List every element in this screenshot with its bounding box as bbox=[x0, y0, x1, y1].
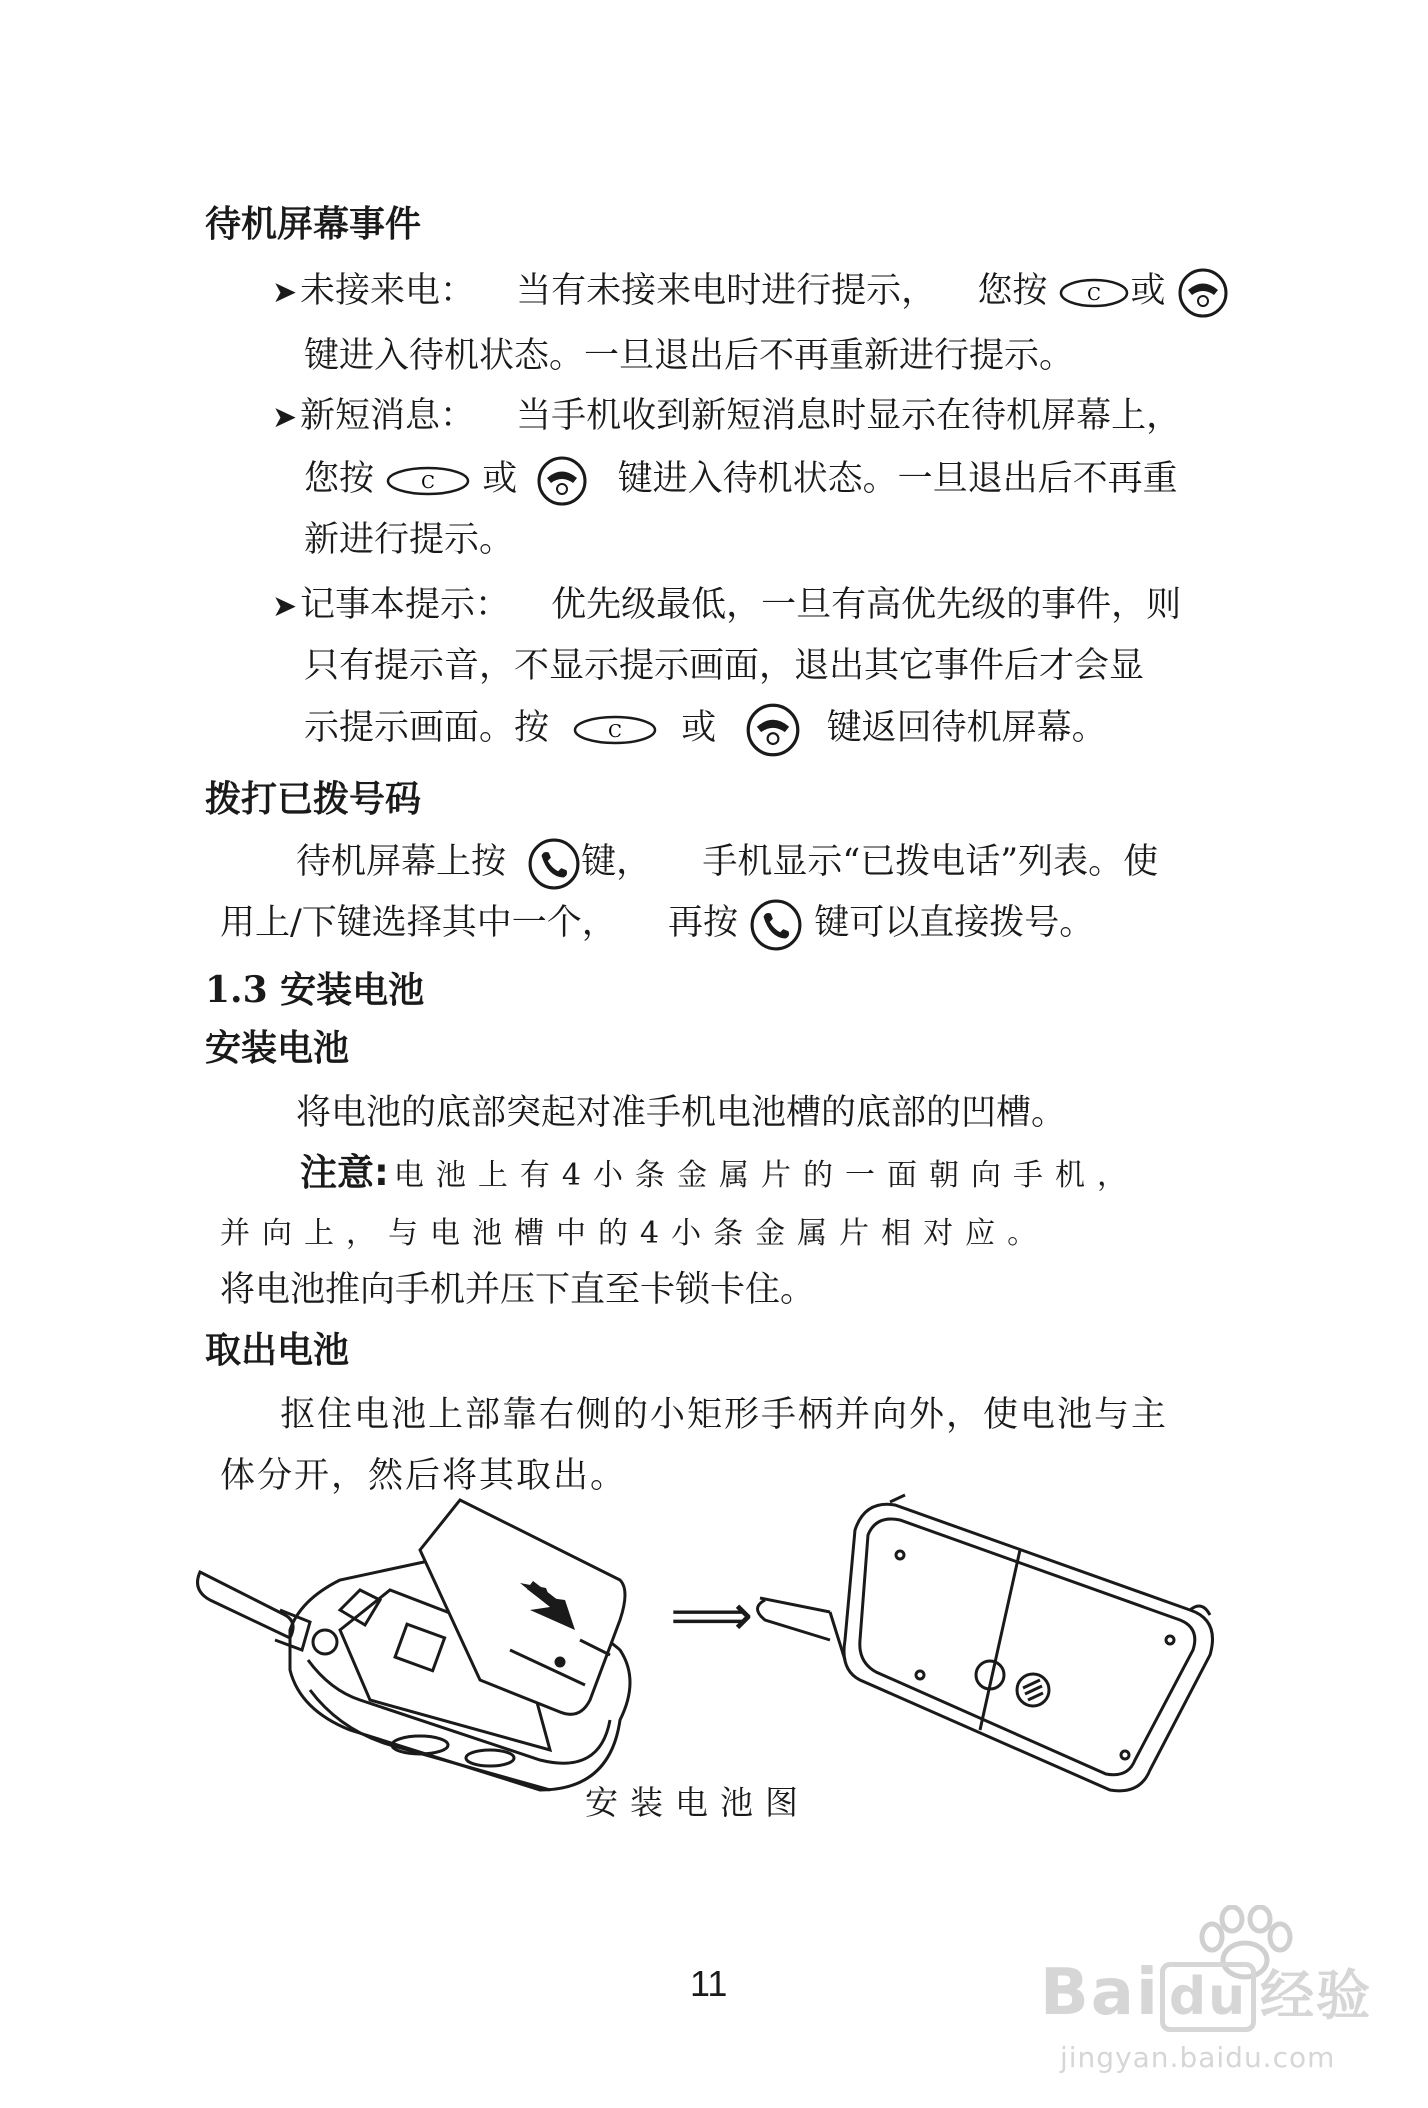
watermark-url: jingyan.baidu.com bbox=[1060, 2041, 1336, 2074]
c-key-label: C bbox=[608, 720, 623, 742]
heading-standby-events: 待机屏幕事件 bbox=[205, 203, 422, 245]
memo-or: 或 bbox=[681, 708, 717, 748]
redial-line1-text: 手机显示“已拨电话”列表。使 bbox=[702, 842, 1159, 882]
send-call-key-icon bbox=[527, 837, 581, 891]
c-key-label: C bbox=[421, 471, 436, 493]
c-key-icon bbox=[570, 712, 660, 748]
redial-line2 bbox=[220, 895, 1094, 952]
missed-call-press: 您按 bbox=[977, 271, 1048, 311]
new-sms-line2 bbox=[304, 451, 1178, 507]
phone-closed-battery-illustration bbox=[758, 1495, 1213, 1791]
heading-1-3-battery: 1.3 安装电池 bbox=[205, 969, 425, 1011]
new-sms-line2-text: 键进入待机状态。一旦退出后不再重 bbox=[617, 459, 1178, 499]
new-sms-label: 新短消息： bbox=[300, 396, 476, 436]
memo-line3-text: 键返回待机屏幕。 bbox=[826, 708, 1107, 748]
bullet-arrow-icon: ➤ bbox=[272, 275, 298, 310]
end-call-key-icon bbox=[745, 702, 801, 758]
remove-paragraph-2: 体分开，然后将其取出。 bbox=[220, 1456, 628, 1496]
heading-remove-battery: 取出电池 bbox=[205, 1329, 350, 1371]
memo-label: 记事本提示： bbox=[300, 585, 511, 625]
new-sms-line3: 新进行提示。 bbox=[304, 520, 515, 560]
memo-press: 示提示画面。按 bbox=[304, 708, 550, 748]
memo-line3 bbox=[304, 700, 1107, 758]
missed-call-label: 未接来电： bbox=[300, 271, 476, 311]
watermark-brand-cn: 经验 bbox=[1260, 1964, 1373, 2027]
missed-call-line2: 键进入待机状态。一旦退出后不再重新进行提示。 bbox=[304, 336, 1075, 376]
redial-select: 用上/下键选择其中一个， bbox=[220, 903, 617, 943]
page-number: 11 bbox=[690, 1963, 728, 2004]
figure-arrow-icon: ⟹ bbox=[670, 1581, 754, 1649]
remove-paragraph-1: 抠住电池上部靠右侧的小矩形手柄并向外，使电池与主 bbox=[280, 1395, 1169, 1435]
item-memo bbox=[272, 577, 1181, 627]
memo-line2: 只有提示音，不显示提示画面，退出其它事件后才会显 bbox=[304, 646, 1145, 686]
heading-install-battery: 安装电池 bbox=[205, 1027, 350, 1069]
bullet-arrow-icon: ➤ bbox=[272, 589, 298, 624]
note-line1 bbox=[300, 1142, 1139, 1196]
note-text2: 并向上，与电池槽中的4小条金属片相对应。 bbox=[220, 1216, 1050, 1251]
c-key-icon bbox=[385, 463, 471, 499]
missed-call-or: 或 bbox=[1130, 271, 1166, 311]
end-call-key-icon bbox=[1177, 267, 1229, 319]
install-paragraph-1: 将电池的底部突起对准手机电池槽的底部的凹槽。 bbox=[296, 1093, 1067, 1133]
new-sms-press: 您按 bbox=[304, 459, 375, 499]
new-sms-or: 或 bbox=[482, 459, 518, 499]
redial-press-again: 再按 bbox=[667, 903, 738, 943]
item-missed-call bbox=[272, 263, 1229, 319]
watermark-brand: Bai bbox=[1040, 1956, 1160, 2030]
c-key-icon bbox=[1058, 275, 1130, 311]
redial-line1 bbox=[296, 834, 1158, 891]
missed-call-text: 当有未接来电时进行提示， bbox=[516, 271, 937, 311]
new-sms-text: 当手机收到新短消息时显示在待机屏幕上， bbox=[516, 396, 1182, 436]
phone-open-battery-illustration bbox=[198, 1500, 630, 1790]
redial-key-suffix: 键， bbox=[581, 842, 652, 882]
note-text1: 电池上有4小条金属片的一面朝向手机， bbox=[393, 1158, 1139, 1193]
redial-line2-text: 键可以直接拨号。 bbox=[814, 903, 1095, 943]
install-paragraph-2: 将电池推向手机并压下直至卡锁卡住。 bbox=[220, 1270, 816, 1310]
heading-redial: 拨打已拨号码 bbox=[205, 778, 422, 820]
send-call-key-icon bbox=[749, 898, 803, 952]
baidu-jingyan-watermark bbox=[1040, 1905, 1400, 2085]
bullet-arrow-icon: ➤ bbox=[272, 400, 298, 435]
figure-caption: 安装电池图 bbox=[585, 1783, 810, 1822]
c-key-label: C bbox=[1087, 283, 1102, 305]
item-new-sms bbox=[272, 388, 1181, 438]
note-label: 注意: bbox=[300, 1151, 389, 1194]
end-call-key-icon bbox=[536, 455, 588, 507]
watermark-brand-du: du bbox=[1160, 1962, 1256, 2032]
battery-install-figure bbox=[190, 1490, 1240, 1810]
redial-press: 待机屏幕上按 bbox=[296, 842, 507, 882]
memo-text: 优先级最低，一旦有高优先级的事件，则 bbox=[551, 585, 1182, 625]
